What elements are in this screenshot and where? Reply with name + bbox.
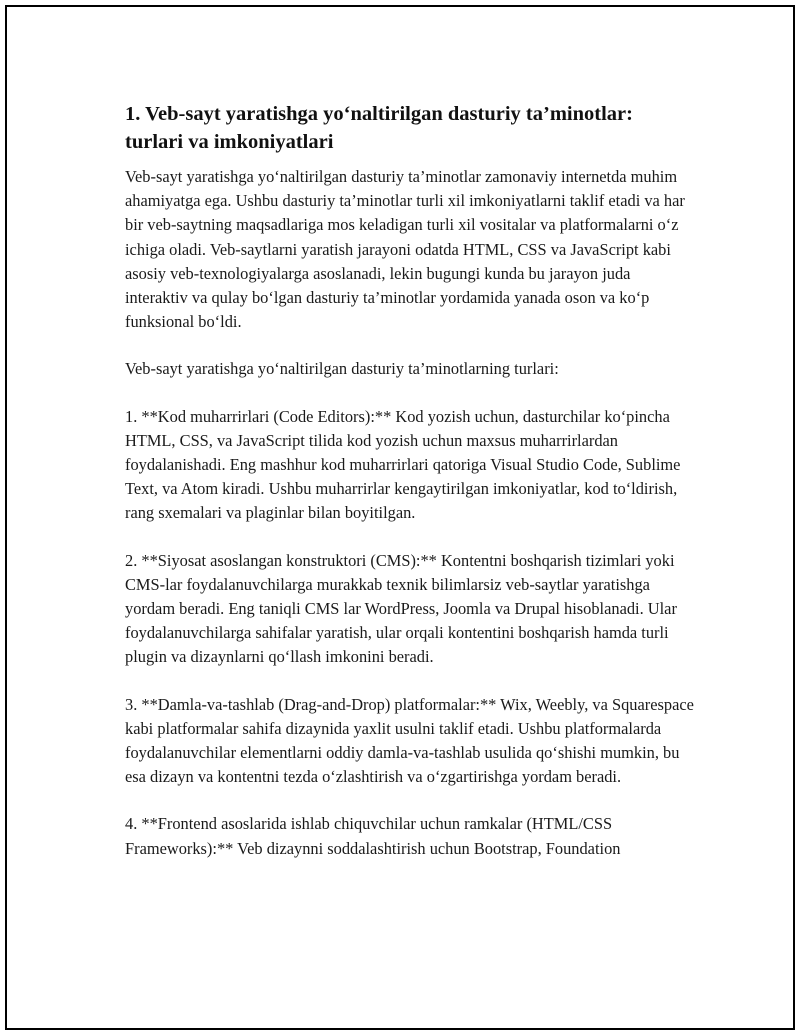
- paragraph-frameworks: 4. **Frontend asoslarida ishlab chiquvchilar uchun ramkalar (HTML/CSS Frameworks):** Veb dizaynni soddalashtirish uchun Bootstrap, Foundation: [125, 814, 621, 858]
- paragraph-intro: Veb-sayt yaratishga yo‘naltirilgan dasturiy ta’minotlar zamonaviy internetda muhim ahamiyatga ega. Ushbu dasturiy ta’minotlar turli xil imkoniyatlarni taklif etadi va har bir veb-saytning maqsadlariga mos keladigan turli xil vositalar va platformalarni o‘z ichiga oladi. Veb-saytlarni yaratish jarayoni odatda HTML, CSS va JavaScript kabi asosiy veb-texnologiyalarga asoslanadi, lekin bugungi kunda bu jarayon juda interaktiv va qulay bo‘lgan dasturiy ta’minotlar yordamida yanada oson va ko‘p funksional bo‘ldi.: [125, 167, 685, 332]
- document-page: [5, 5, 795, 1030]
- document-title: 1. Veb-sayt yaratishga yo‘naltirilgan dasturiy ta’minotlar: turlari va imkoniyatlari: [125, 103, 633, 153]
- document-body: [125, 100, 695, 861]
- paragraph-cms: 2. **Siyosat asoslangan konstruktori (CMS):** Kontentni boshqarish tizimlari yoki CMS-lar foydalanuvchilarga murakkab texnik bilimlarsiz veb-saytlar yaratishga yordam beradi. Eng taniqli CMS lar WordPress, Joomla va Drupal hisoblanadi. Ular foydalanuvchilarga sahifalar yaratish, ular orqali kontentini boshqarish hamda turli plugin va dizaynlarni qo‘llash imkonini beradi.: [125, 550, 677, 667]
- paragraph-drag-and-drop: 3. **Damla-va-tashlab (Drag-and-Drop) platformalar:** Wix, Weebly, va Squarespace kabi platformalar sahifa dizaynida yaxlit usulni taklif etadi. Ushbu platformalarda foydalanuvchilar elementlarni oddiy damla-va-tashlab usulida qo‘shishi mumkin, bu esa dizayn va kontentni tezda o‘zlashtirish va o‘zgartirishga yordam beradi.: [125, 694, 694, 787]
- paragraph-types-heading: Veb-sayt yaratishga yo‘naltirilgan dasturiy ta’minotlarning turlari:: [125, 359, 559, 379]
- paragraph-code-editors: 1. **Kod muharrirlari (Code Editors):** Kod yozish uchun, dasturchilar ko‘pincha HTML, CSS, va JavaScript tilida kod yozish uchun maxsus muharrirlardan foydalanishadi. Eng mashhur kod muharrirlari qatoriga Visual Studio Code, Sublime Text, va Atom kiradi. Ushbu muharrirlar kengaytirilgan imkoniyatlar, kod to‘ldirish, rang sxemalari va plaginlar bilan boyitilgan.: [125, 406, 681, 523]
